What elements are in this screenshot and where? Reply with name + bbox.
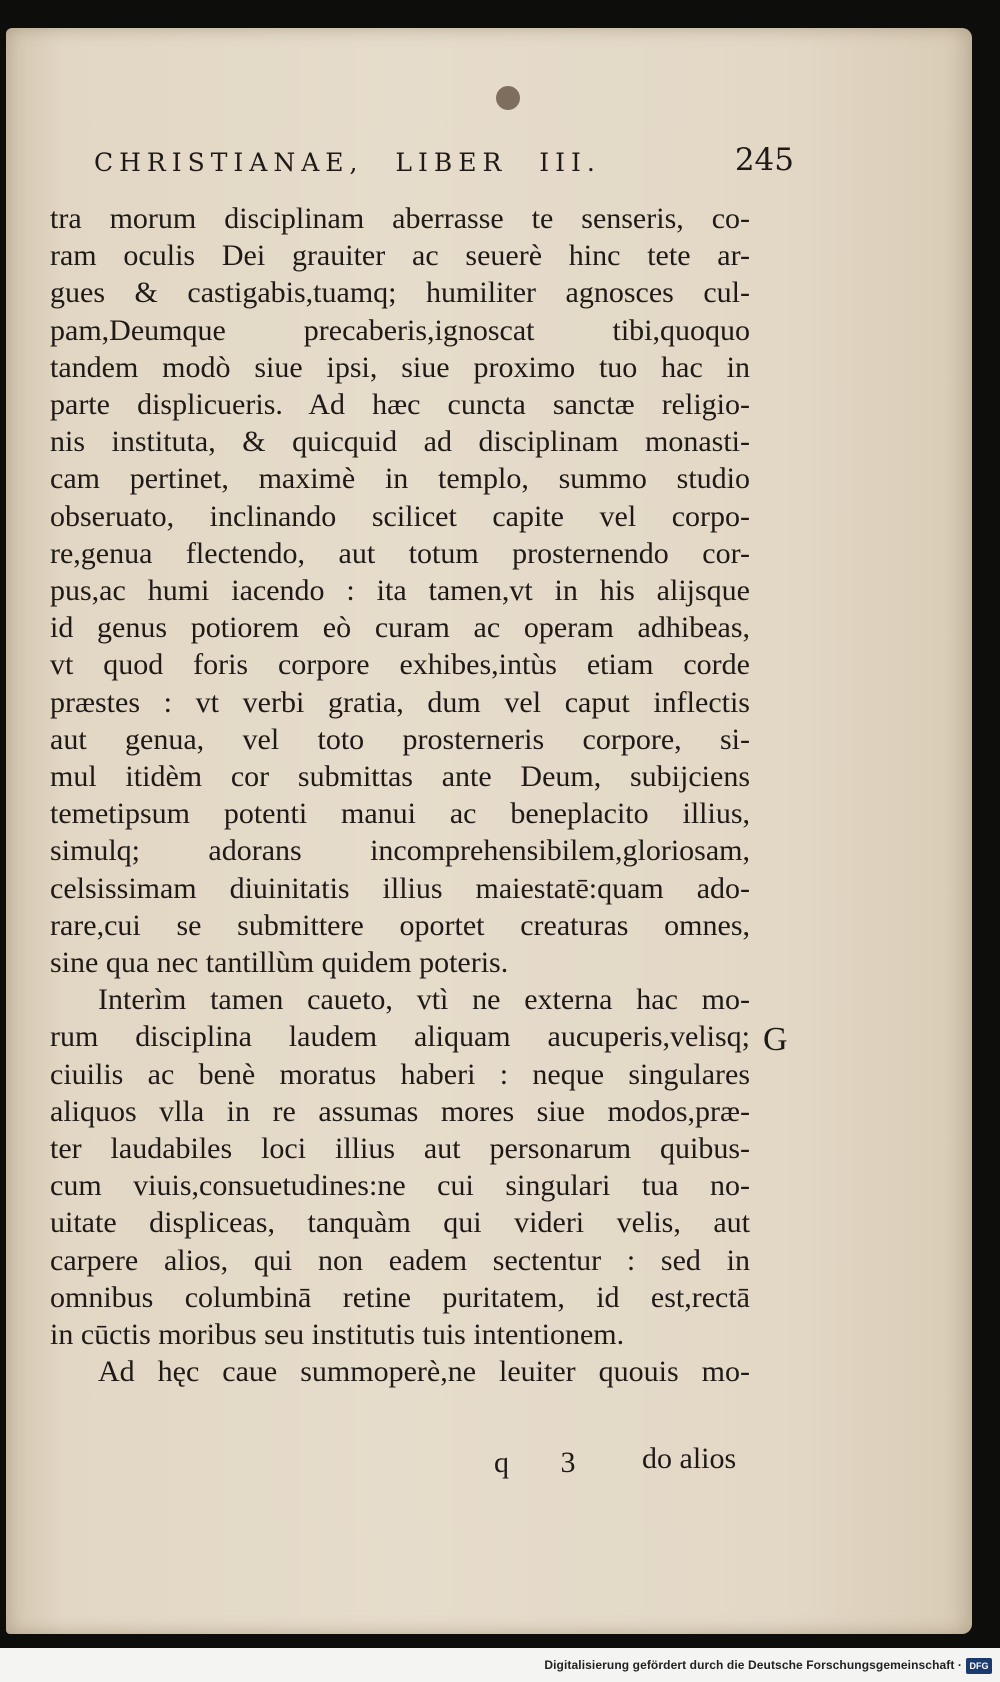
text-line: carpere alios, qui non eadem sectentur : sed in — [50, 1243, 750, 1277]
signature-mark: q 3 — [494, 1446, 598, 1479]
text-line: pus,ac humi iacendo : ita tamen,vt in his alijsque — [50, 574, 750, 608]
text-line: vt quod foris corpore exhibes,intùs etiam corde — [50, 648, 750, 682]
text-line: pam,Deumque precaberis,ignoscat tibi,quoquo — [50, 313, 750, 347]
text-line: præstes : vt verbi gratia, dum vel caput inflectis — [50, 685, 750, 719]
text-line: tra morum disciplinam aberrasse te senseris, co- — [50, 202, 750, 235]
ink-bleed-mark — [496, 86, 520, 110]
text-line: sine qua nec tantillùm quidem poteris. — [50, 946, 509, 980]
text-line: in cūctis moribus seu institutis tuis intentionem. — [50, 1318, 625, 1352]
text-line: aliquos vlla in re assumas mores siue modos,præ- — [50, 1094, 750, 1128]
text-line: ter laudabiles loci illius aut personarum quibus- — [50, 1132, 750, 1166]
text-line: aut genua, vel toto prosterneris corpore, si- — [50, 722, 750, 756]
text-line: simulq; adorans incomprehensibilem,gloriosam, — [50, 834, 750, 868]
text-line: ciuilis ac benè moratus haberi : neque singulares — [50, 1057, 750, 1091]
digitization-footer — [0, 1648, 1000, 1682]
text-line: Ad hęc caue summoperè,ne leuiter quouis mo- — [98, 1355, 750, 1389]
dfg-logo: DFG — [966, 1658, 992, 1674]
text-line: gues & castigabis,tuamq; humiliter agnosces cul- — [50, 276, 750, 310]
running-head: CHRISTIANAE, LIBER III. — [94, 148, 601, 177]
page-number: 245 — [734, 142, 794, 178]
text-line: re,genua flectendo, aut totum prosternendo cor- — [50, 536, 750, 570]
text-line: parte displicueris. Ad hæc cuncta sanctæ religio- — [50, 388, 750, 422]
text-line: temetipsum potenti manui ac beneplacito illius, — [50, 797, 750, 831]
text-line: tandem modò siue ipsi, siue proximo tuo hac in — [50, 350, 750, 384]
text-line: cam pertinet, maximè in templo, summo studio — [50, 462, 750, 496]
text-line: uitate displiceas, tanquàm qui videri velis, aut — [50, 1206, 750, 1240]
text-line: cum viuis,consuetudines:ne cui singulari tua no- — [50, 1169, 750, 1203]
text-line: id genus potiorem eò curam ac operam adhibeas, — [50, 611, 750, 645]
book-page — [6, 28, 972, 1634]
text-line: rum disciplina laudem aliquam aucuperis,velisq; — [50, 1020, 750, 1054]
catchword: do alios — [642, 1442, 737, 1475]
text-line: omnibus columbinā retine puritatem, id est,rectā — [50, 1280, 750, 1314]
text-line: celsissimam diuinitatis illius maiestatē:quam ado- — [50, 871, 750, 905]
text-line: mul itidèm cor submittas ante Deum, subijciens — [50, 760, 750, 794]
text-line: Interìm tamen caueto, vtì ne externa hac mo- — [98, 983, 750, 1017]
page-header — [94, 142, 794, 186]
text-line: nis instituta, & quicquid ad disciplinam monasti- — [50, 425, 750, 459]
text-line: ram oculis Dei grauiter ac seuerè hinc tete ar- — [50, 239, 750, 273]
footer-credit: Digitalisierung gefördert durch die Deutsche Forschungsgemeinschaft · — [544, 1658, 962, 1672]
text-line: rare,cui se submittere oportet creaturas omnes, — [50, 908, 750, 942]
body-text — [50, 200, 750, 1391]
text-line: obseruato, inclinando scilicet capite vel corpo- — [50, 499, 750, 533]
marginal-letter: G — [763, 1021, 788, 1058]
